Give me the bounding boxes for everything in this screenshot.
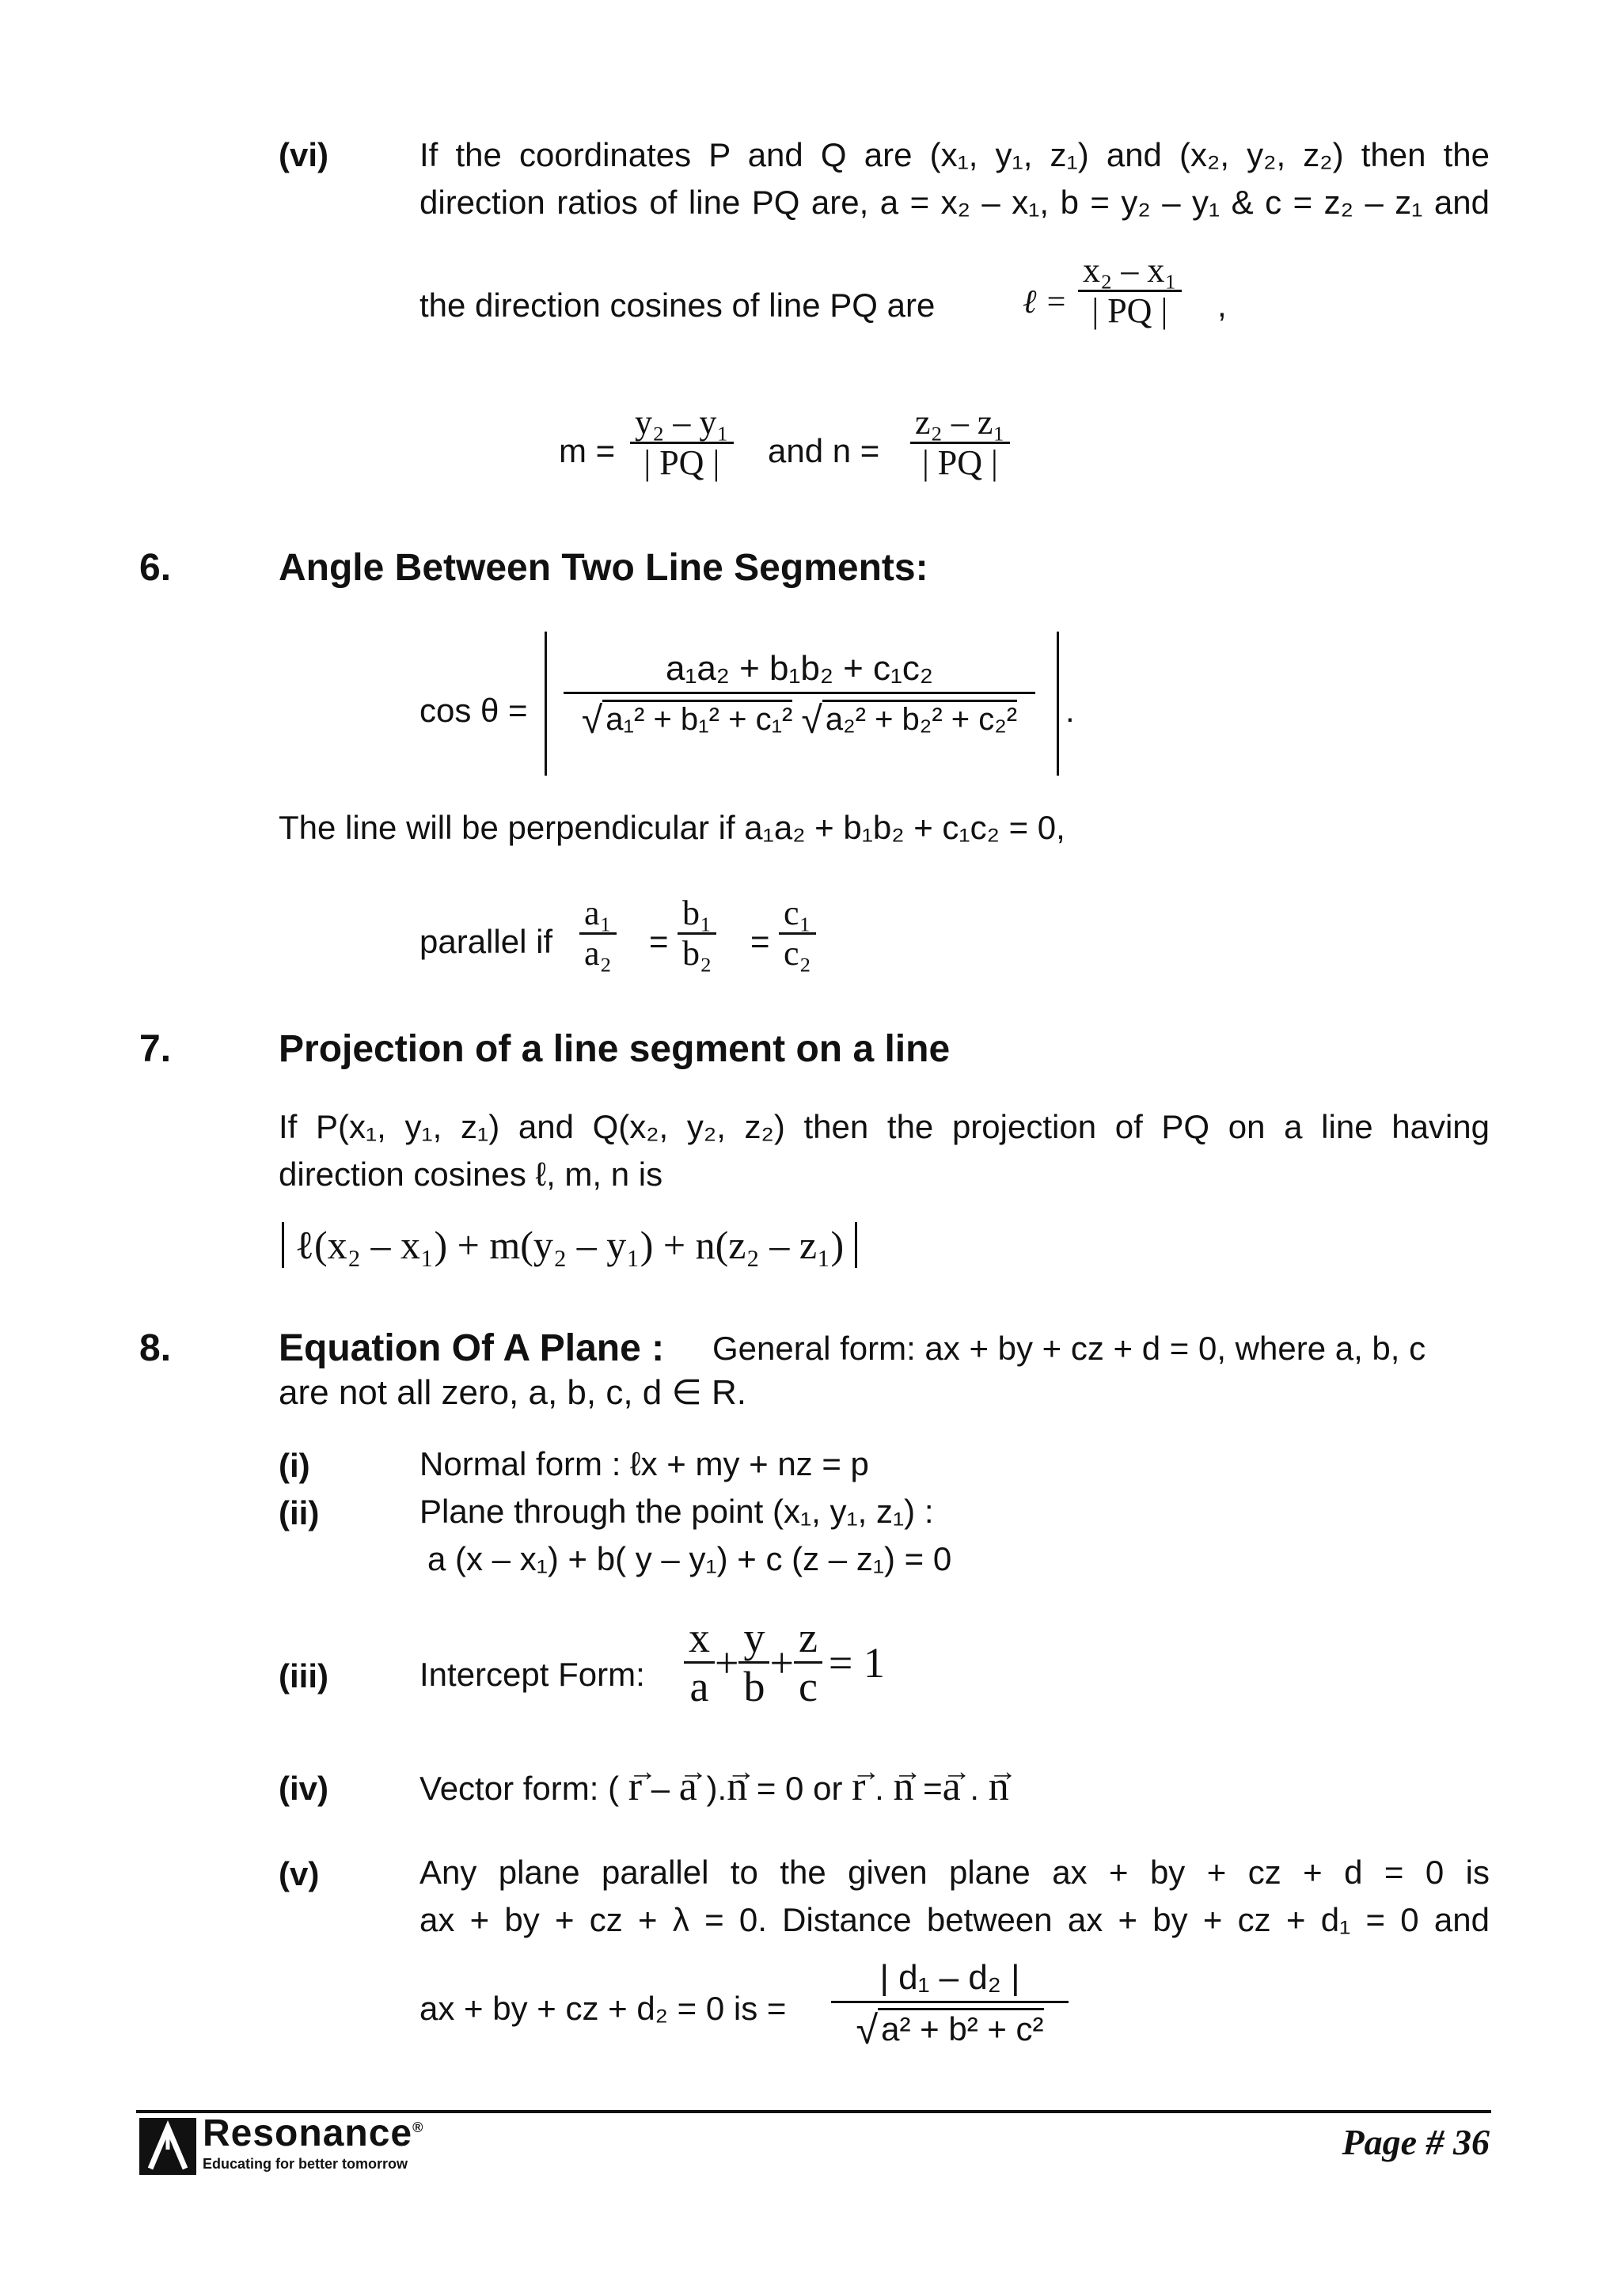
registered-mark: ®: [412, 2120, 424, 2135]
s7-line2: direction cosines ℓ, m, n is: [279, 1156, 663, 1193]
section-6-number: 6.: [139, 547, 172, 589]
sqrt-symbol: √: [856, 2007, 879, 2052]
n-denominator: | PQ |: [921, 443, 998, 483]
n-fraction: [910, 404, 1010, 483]
item-label-iv: (iv): [279, 1770, 328, 1807]
v-line3: ax + by + cz + d₂ = 0 is =: [419, 1990, 787, 2027]
eq-sign: =: [649, 923, 669, 960]
c: c: [798, 1663, 818, 1711]
vi-line3: the direction cosines of line PQ are: [419, 287, 936, 324]
perpendicular-condition: The line will be perpendicular if a₁a₂ + b₁b₂ + c₁c₂ = 0,: [279, 809, 1065, 846]
close-paren: ).: [706, 1770, 727, 1807]
z-over-c: [794, 1615, 822, 1711]
distance-fraction: [831, 1958, 1069, 2053]
vector-r: → r: [852, 1763, 865, 1811]
a-ratio: [579, 894, 617, 973]
vi-line2: direction ratios of line PQ are, a = x₂ – x₁, b = y₂ – y₁ & c = z₂ – z₁ and: [419, 184, 1490, 221]
item-label-ii: (ii): [279, 1494, 320, 1531]
s8-line2: are not all zero, a, b, c, d ∈ R.: [279, 1373, 747, 1412]
page-number: Page # 36: [1342, 2122, 1490, 2162]
c2: c₂: [784, 934, 811, 973]
vi-line1: If the coordinates P and Q are (x₁, y₁, z₁) and (x₂, y₂, z₂) then the: [419, 136, 1490, 173]
dot: .: [875, 1770, 884, 1807]
b1: b₁: [678, 894, 716, 935]
intercept-formula: [684, 1615, 885, 1711]
distance-numerator: | d₁ – d₂ |: [831, 1958, 1069, 2003]
equals-one: = 1: [828, 1638, 885, 1687]
section-8-number: 8.: [139, 1327, 172, 1369]
eq-sign: =: [750, 923, 770, 960]
vector-n: → n: [727, 1763, 747, 1811]
m-equals: m =: [559, 432, 616, 469]
v-line1: Any plane parallel to the given plane ax + by + cz + d = 0 is: [419, 1854, 1490, 1891]
logo-mark-icon: [139, 2118, 196, 2175]
m-numerator: y₂ – y₁: [630, 404, 734, 444]
brand-text: Resonance: [203, 2112, 413, 2154]
cos-denominator: [564, 694, 1035, 742]
projection-formula: [282, 1222, 857, 1268]
general-form: General form: ax + by + cz + d = 0, where a, b, c: [712, 1330, 1426, 1367]
vector-n: → n: [893, 1763, 913, 1811]
vector-n: → n: [989, 1763, 1009, 1811]
l-symbol: ℓ =: [1023, 284, 1068, 321]
y-over-b: [738, 1615, 769, 1711]
b2: b₂: [682, 934, 712, 973]
vector-form: [419, 1763, 1009, 1812]
sqrt-symbol: √: [801, 700, 822, 742]
cos-fraction: [564, 649, 1035, 742]
vector-a: → a: [943, 1763, 961, 1811]
vector-form-label: Vector form: (: [419, 1770, 620, 1807]
section-7-number: 7.: [139, 1028, 172, 1070]
brand-name: [203, 2112, 423, 2155]
item-label-vi: (vi): [279, 136, 328, 173]
cos-theta: cos θ =: [419, 692, 528, 729]
projection-expression: ℓ(x₂ – x₁) + m(y₂ – y₁) + n(z₂ – z₁): [282, 1222, 857, 1268]
vector-r: → r: [628, 1763, 642, 1811]
cos-dot: .: [1065, 692, 1075, 729]
point-form: Plane through the point (x₁, y₁, z₁) :: [419, 1493, 934, 1530]
x: x: [684, 1615, 715, 1664]
section-7-title: Projection of a line segment on a line: [279, 1028, 951, 1070]
a: a: [689, 1663, 709, 1711]
plus: +: [715, 1638, 739, 1687]
normal-form: Normal form : ℓx + my + nz = p: [419, 1445, 869, 1482]
sqrt-abc: a² + b² + c²: [878, 2008, 1043, 2048]
intercept-form-label: Intercept Form:: [419, 1656, 645, 1693]
c1: c₁: [779, 894, 816, 935]
a1: a₁: [579, 894, 617, 935]
c-ratio: [779, 894, 816, 973]
distance-denominator: [831, 2003, 1069, 2053]
s7-line1: If P(x₁, y₁, z₁) and Q(x₂, y₂, z₂) then the projection of PQ on a line having: [279, 1108, 1490, 1145]
m-denominator: | PQ |: [643, 443, 720, 483]
parallel-label: parallel if: [419, 923, 553, 960]
b-ratio: [678, 894, 716, 973]
item-label-i: (i): [279, 1447, 310, 1484]
dot: .: [970, 1770, 980, 1807]
brand-tagline: Educating for better tomorrow: [203, 2156, 408, 2172]
section-6-title: Angle Between Two Line Segments:: [279, 547, 928, 589]
v-line2: ax + by + cz + λ = 0. Distance between ax + by + cz + d₁ = 0 and: [419, 1901, 1490, 1938]
item-label-v: (v): [279, 1855, 320, 1892]
cos-numerator: a₁a₂ + b₁b₂ + c₁c₂: [564, 649, 1035, 694]
sqrt-2: a₂² + b₂² + c₂²: [822, 700, 1017, 738]
and-n: and n =: [768, 432, 880, 469]
vector-a: → a: [679, 1763, 697, 1811]
l-numerator: x₂ – x₁: [1078, 252, 1182, 292]
item-label-iii: (iii): [279, 1657, 328, 1694]
zero-or: = 0 or: [756, 1770, 843, 1807]
x-over-a: [684, 1615, 715, 1711]
sqrt-1: a₁² + b₁² + c₁²: [602, 700, 792, 738]
l-comma: ,: [1217, 287, 1227, 324]
y: y: [738, 1615, 769, 1664]
b: b: [743, 1663, 765, 1711]
z: z: [794, 1615, 822, 1664]
a2: a₂: [584, 934, 612, 973]
m-fraction: [630, 404, 734, 483]
l-fraction: [1078, 252, 1182, 331]
n-numerator: z₂ – z₁: [910, 404, 1010, 444]
resonance-logo-icon: [139, 2118, 196, 2175]
point-form-eq: a (x – x₁) + b( y – y₁) + c (z – z₁) = 0: [427, 1540, 952, 1577]
plus: +: [769, 1638, 794, 1687]
section-8-title: Equation Of A Plane :: [279, 1327, 665, 1369]
equals: =: [923, 1770, 943, 1807]
sqrt-symbol: √: [581, 700, 603, 742]
l-denominator: | PQ |: [1091, 291, 1168, 331]
minus: –: [651, 1770, 670, 1807]
